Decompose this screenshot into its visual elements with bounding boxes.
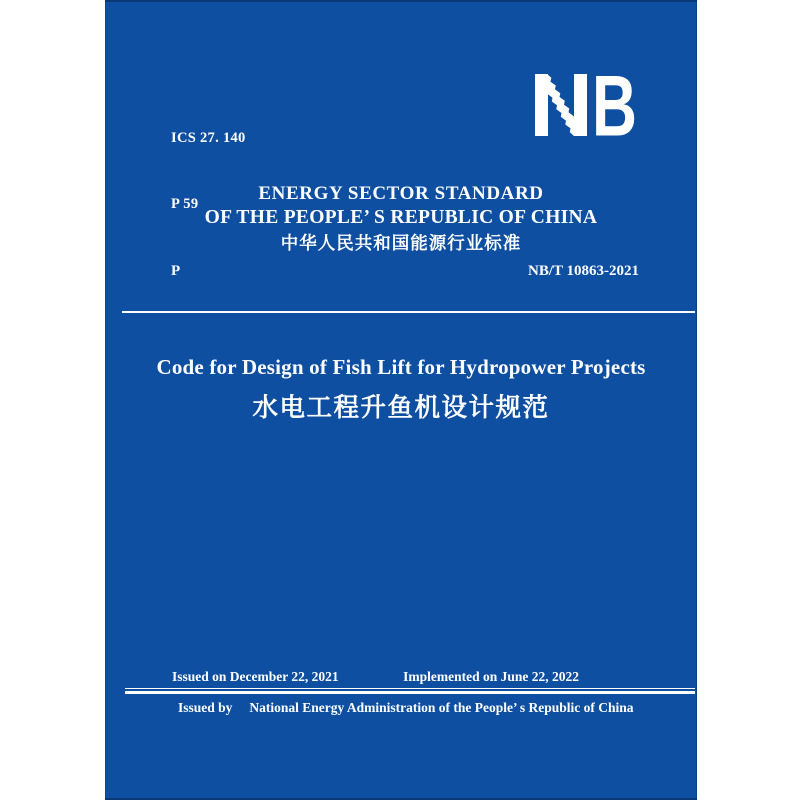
org-title-cn: 中华人民共和国能源行业标准 [280,233,522,253]
ics-code: ICS 27. 140 [171,130,246,146]
nb-logo [535,58,637,155]
nb-logo-icon [535,58,637,155]
standard-title-cn: 水电工程升鱼机设计规范 [252,393,550,422]
footer-divider-thick-rule [125,691,695,694]
issued-date: Issued on December 22, 2021 [172,669,339,684]
standard-cover [105,0,697,800]
dates-row [172,669,579,685]
nb-logo-letter-n [535,74,587,136]
issuer-row [178,700,677,716]
header-divider-rule [122,311,695,313]
standard-number: NB/T 10863-2021 [528,263,639,279]
standard-title-en: Code for Design of Fish Lift for Hydropower Projects [156,355,646,379]
nb-logo-letter-b: B [592,58,637,155]
doc-class-code: P 59 [171,196,199,212]
org-title-en-line2: OF THE PEOPLE’ S REPUBLIC OF CHINA [204,207,598,228]
issued-by-value: National Energy Administration of the People’ s Republic of China [249,700,634,715]
class-letter: P [171,263,181,279]
class-and-number-row [171,263,639,280]
issued-by-label: Issued by [178,700,233,715]
implemented-date: Implemented on June 22, 2022 [403,669,579,684]
org-title-en-line1: ENERGY SECTOR STANDARD [258,183,544,204]
standard-header-block [105,182,697,256]
footer-divider-thin-rule [125,688,695,689]
